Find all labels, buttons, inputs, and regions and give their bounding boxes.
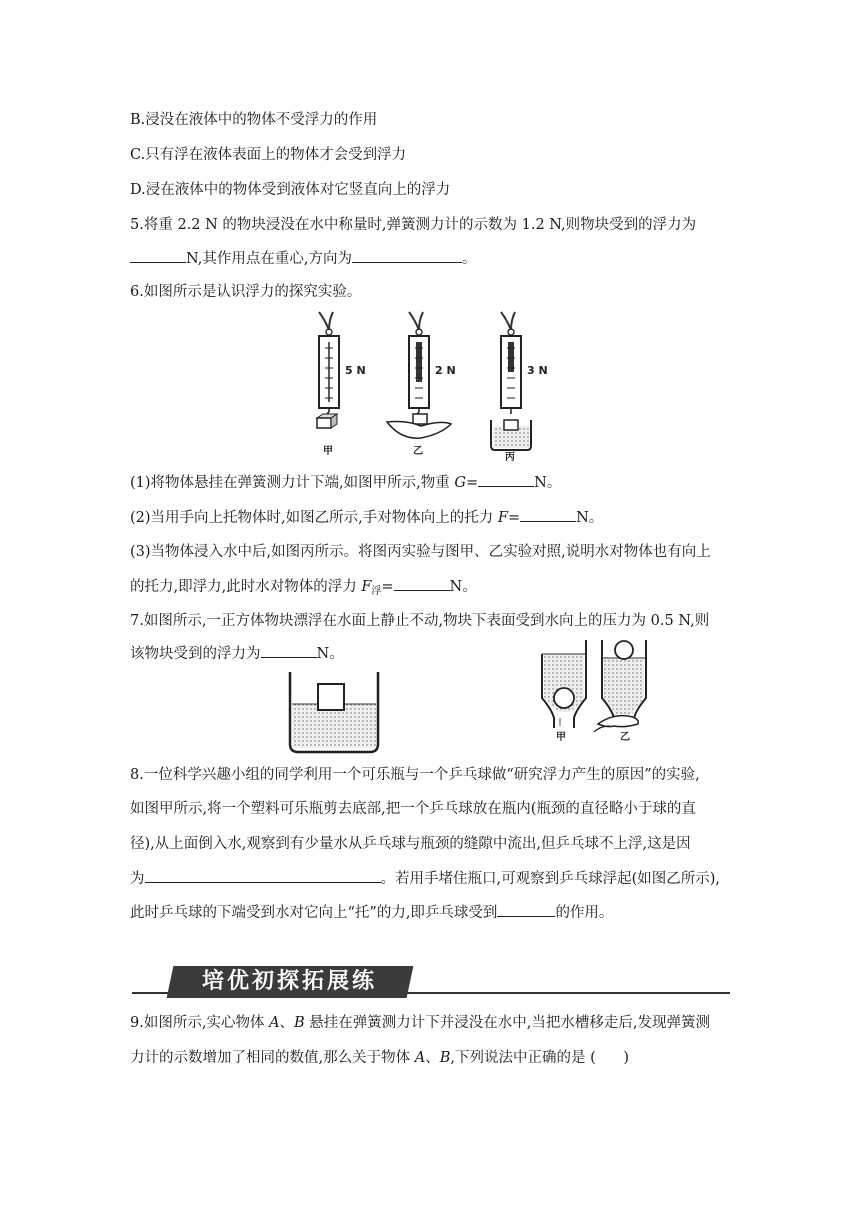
section-title xyxy=(167,966,414,998)
q6-part1-text: (1)将物体悬挂在弹簧测力计下端,如图甲所示,物重 xyxy=(130,475,455,491)
q5-blank-1[interactable] xyxy=(130,248,186,263)
q6-part1-var: G xyxy=(454,475,466,491)
q8-line4-text-a: 为 xyxy=(130,871,145,887)
q6-part3-eq: = xyxy=(381,579,394,595)
q6-part1 xyxy=(130,472,561,493)
q9-line2 xyxy=(130,1048,629,1068)
q9-answer-paren[interactable]: ( ) xyxy=(590,1050,630,1066)
q6-part2-eq: = xyxy=(507,510,521,526)
hand-icon xyxy=(598,716,638,727)
q9-sep: 、 xyxy=(279,1015,295,1031)
q9-var-a: A xyxy=(269,1015,280,1031)
label-bottle-yi: 乙 xyxy=(620,732,630,743)
q8-line1: 8.一位科学兴趣小组的同学利用一个可乐瓶与一个乒乓球做“研究浮力产生的原因”的实验, xyxy=(130,767,700,783)
q4-option-b: B.浸没在液体中的物体不受浮力的作用 xyxy=(130,112,378,128)
q6-part3-var: F xyxy=(361,579,372,595)
q6-blank-1[interactable] xyxy=(478,472,534,487)
q7-line2-text: 该物块受到的浮力为 xyxy=(130,646,261,662)
q5-blank-2[interactable] xyxy=(352,248,462,263)
reading-1: 5 N xyxy=(345,364,366,377)
q5-line1: 5.将重 2.2 N 的物块浸没在水中称量时,弹簧测力计的示数为 1.2 N,则物块受到的浮力为 xyxy=(130,217,697,233)
q8-blank-1[interactable] xyxy=(145,868,381,883)
q6-blank-2[interactable] xyxy=(520,507,576,522)
q8-blank-2[interactable] xyxy=(497,902,555,917)
q9-line2-var-b: B xyxy=(439,1050,451,1066)
section-title-text: 培优初探拓展练 xyxy=(202,969,378,994)
spring-scale-3-icon xyxy=(491,312,531,450)
q6-part1-eq: = xyxy=(465,475,479,491)
q8-line2: 如图甲所示,将一个塑料可乐瓶剪去底部,把一个乒乓球放在瓶内(瓶颈的直径略小于球的直 xyxy=(130,801,696,817)
q8-line5-text-b: 的作用。 xyxy=(555,905,614,921)
q5-line2 xyxy=(130,248,476,269)
q4-option-d: D.浸在液体中的物体受到液体对它竖直向上的浮力 xyxy=(130,182,451,198)
q8-line3: 径),从上面倒入水,观察到有少量水从乒乓球与瓶颈的缝隙中流出,但乒乓球不上浮,这是因 xyxy=(130,836,691,852)
q4-option-c: C.只有浮在液体表面上的物体才会受到浮力 xyxy=(130,147,407,163)
q9-line1-text-b: 悬挂在弹簧测力计下并浸没在水中,当把水槽移走后,发现弹簧测 xyxy=(304,1015,711,1031)
bottle-jia-icon xyxy=(542,640,586,728)
q8-line5-text-a: 此时乒乓球的下端受到水对它向上“托”的力,即乒乓球受到 xyxy=(130,905,498,921)
q8-line4-text-b: 。若用手堵住瓶口,可观察到乒乓球浮起(如图乙所示), xyxy=(380,871,721,887)
spring-scale-1-icon xyxy=(317,312,339,428)
label-yi: 乙 xyxy=(413,446,423,457)
q9-line2-text-b: ,下列说法中正确的是 xyxy=(450,1050,586,1066)
cube-icon xyxy=(318,684,344,710)
q9-line2-var-a: A xyxy=(414,1050,426,1066)
q6-part2 xyxy=(130,507,603,528)
q7-line2-unit: N。 xyxy=(316,646,344,662)
label-bottle-jia: 甲 xyxy=(556,732,566,743)
q6-part3-line1: (3)当物体浸入水中后,如图丙所示。将图丙实验与图甲、乙实验对照,说明水对物体也有向上 xyxy=(130,544,711,560)
q5-line2-text-b: 。 xyxy=(461,251,477,267)
q5-line2-text-a: N,其作用点在重心,方向为 xyxy=(186,251,352,267)
q9-line2-text-a: 力计的示数增加了相同的数值,那么关于物体 xyxy=(130,1050,415,1066)
q6-part2-text: (2)当用手向上托物体时,如图乙所示,手对物体向上的托力 xyxy=(130,510,498,526)
q9-line1-text-a: 9.如图所示,实心物体 xyxy=(130,1015,270,1031)
label-jia: 甲 xyxy=(323,446,333,457)
q6-part1-unit: N。 xyxy=(534,475,562,491)
reading-2: 2 N xyxy=(435,364,456,377)
q6-figure xyxy=(295,308,565,466)
q6-part2-unit: N。 xyxy=(576,510,604,526)
q6-blank-3[interactable] xyxy=(394,576,450,591)
q9-line1 xyxy=(130,1013,710,1033)
q9-line2-sep: 、 xyxy=(425,1050,440,1066)
q9-var-b: B xyxy=(294,1015,305,1031)
bottle-yi-icon xyxy=(594,640,646,732)
q6-part2-var: F xyxy=(497,510,508,526)
q8-line5 xyxy=(130,902,613,923)
q8-line4 xyxy=(130,868,720,889)
q7-line2 xyxy=(130,643,344,664)
q7-figure xyxy=(286,668,382,756)
q7-line1: 7.如图所示,一正方体物块漂浮在水面上静止不动,物块下表面受到水向上的压力为 0.5 N,则 xyxy=(130,613,710,629)
q6-part3-text: 的托力,即浮力,此时水对物体的浮力 xyxy=(130,579,362,595)
q8-figure xyxy=(528,636,658,748)
q6-part3-line2 xyxy=(130,576,477,602)
q6-stem: 6.如图所示是认识浮力的探究实验。 xyxy=(130,284,362,300)
reading-3: 3 N xyxy=(527,364,548,377)
q6-part3-sub: 浮 xyxy=(371,586,382,597)
label-bing: 丙 xyxy=(505,452,515,463)
q7-blank[interactable] xyxy=(261,643,317,658)
q6-part3-unit: N。 xyxy=(449,579,477,595)
